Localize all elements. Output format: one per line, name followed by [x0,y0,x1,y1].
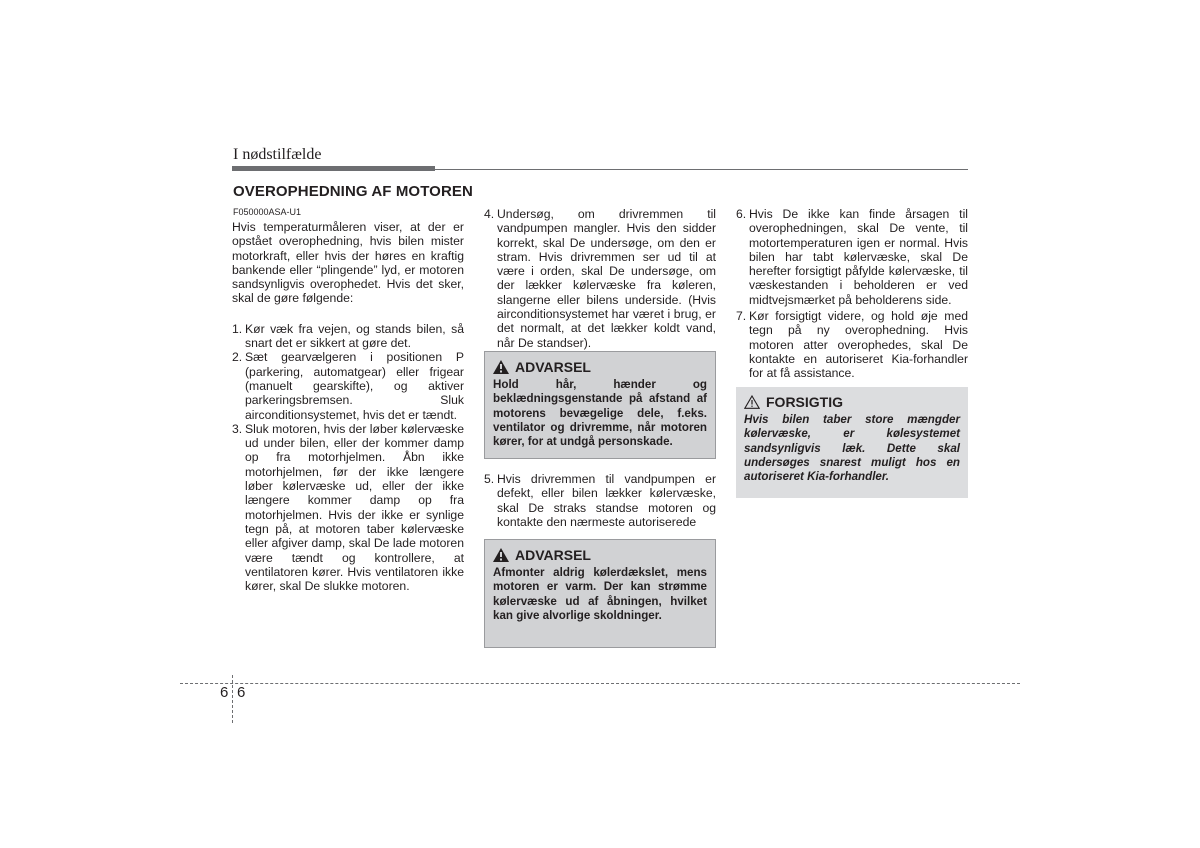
warning-box [484,351,716,459]
header-bar [232,166,435,171]
warning-header [493,358,707,376]
warning-title: ADVARSEL [515,547,591,563]
step-text: Hvis drivremmen til vandpumpen er defekt, eller bilen lækker kølervæske, skal De straks standse motoren og kontakte den nærmeste autoriserede [497,472,716,529]
warning-box [484,539,716,648]
caution-header [744,393,960,411]
step-text: Kør forsigtigt videre, og hold øje med tegn på ny overophedning. Hvis motoren atter overophedes, skal De kontakte en autoriseret Kia-forhandler for at få assistance. [749,309,968,381]
warning-text: Afmonter aldrig kølerdækslet, mens motoren er varm. Der kan strømme kølervæske ud af åbningen, hvilket kan give alvorlige skoldninger. [493,566,707,622]
caution-title: FORSIGTIG [766,394,843,410]
step-number: 3. [232,421,243,436]
column-2-lower [484,472,716,529]
section-code: F050000ASA-U1 [233,207,302,217]
warning-triangle-icon [493,360,509,374]
step-number: 6. [736,207,747,221]
step-number: 7. [736,309,747,324]
page-number: 6 [237,684,246,701]
list-item [232,422,464,594]
column-1 [232,220,464,593]
chapter-title: I nødstilfælde [233,146,322,163]
list-item [484,207,716,350]
step-number: 2. [232,350,243,365]
list-item [736,309,968,380]
warning-text: Hold hår, hænder og beklædningsgenstande på afstand af motorens bevægelige dele, f.eks. ventilator og drivremme, når motoren kører, for at undgå personskade. [493,378,707,449]
step-number: 4. [484,207,495,221]
list-item [232,322,464,351]
caution-triangle-icon [744,395,760,409]
list-item [736,207,968,307]
warning-title: ADVARSEL [515,359,591,375]
list-item [484,472,716,529]
warning-triangle-icon [493,548,509,562]
section-title: OVEROPHEDNING AF MOTOREN [233,183,473,200]
step-text: Kør væk fra vejen, og stands bilen, så snart det er sikkert at gøre det. [245,321,464,351]
step-number: 1. [232,321,243,336]
warning-header [493,546,707,564]
step-text: Sluk motoren, hvis der løber kølervæske ud under bilen, eller der kommer damp op fra motorhjelmen. Åbn ikke motorhjelmen, før der ikke længere løber kølervæske ud, eller der ikke længere kommer damp op fra motorhjelmen. Hvis der ikke er synlige tegn på, at motoren taber kølervæske eller afgiver damp, skal De lade motoren være tændt og kontrollere, at ventilatoren kører. Hvis ventilatoren ikke kører, skal De slukke motoren. [245,421,464,594]
caution-box [736,387,968,498]
footer-rule [180,683,1020,684]
chapter-number: 6 [220,684,229,701]
footer-divider [232,675,233,723]
column-3 [736,207,968,381]
header-rule [435,169,968,170]
step-text: Hvis De ikke kan finde årsagen til overophedningen, skal De vente, til motortemperaturen igen er normal. Hvis bilen har tabt kølervæske, skal De herefter forsigtigt påfylde kølervæske, til væskestanden i beholderen er ved midtvejsmærket på beholderens side. [749,207,968,307]
column-2 [484,207,716,350]
list-item [232,350,464,421]
intro-paragraph: Hvis temperaturmåleren viser, at der er opstået overophedning, hvis bilen mister motorkraft, eller hvis der høres en kraftig bankende eller “plingende” lyd, er motoren sandsynligvis overophedet. Hvis det sker, skal de gøre følgende: [232,220,464,306]
step-number: 5. [484,472,495,486]
caution-text: Hvis bilen taber store mængder kølervæske, er kølesystemet sandsynligvis læk. Dette skal undersøges snarest muligt hos en autoriseret Kia-forhandler. [744,413,960,484]
step-text: Sæt gearvælgeren i positionen P (parkering, automatgear) eller frigear (manuelt gearskifte), og aktiver parkeringsbremsen. Sluk airconditionsystemet, hvis det er tændt. [245,350,464,422]
step-text: Undersøg, om drivremmen til vandpumpen mangler. Hvis den sidder korrekt, skal De undersøge, om den er stram. Hvis drivremmen ser ud til at være i orden, skal De undersøge, om der lækker kølervæske fra køleren, slangerne eller bilens underside. (Hvis airconditionsystemet har været i brug, er det normalt, at det lækker koldt vand, når De standser). [497,207,716,350]
